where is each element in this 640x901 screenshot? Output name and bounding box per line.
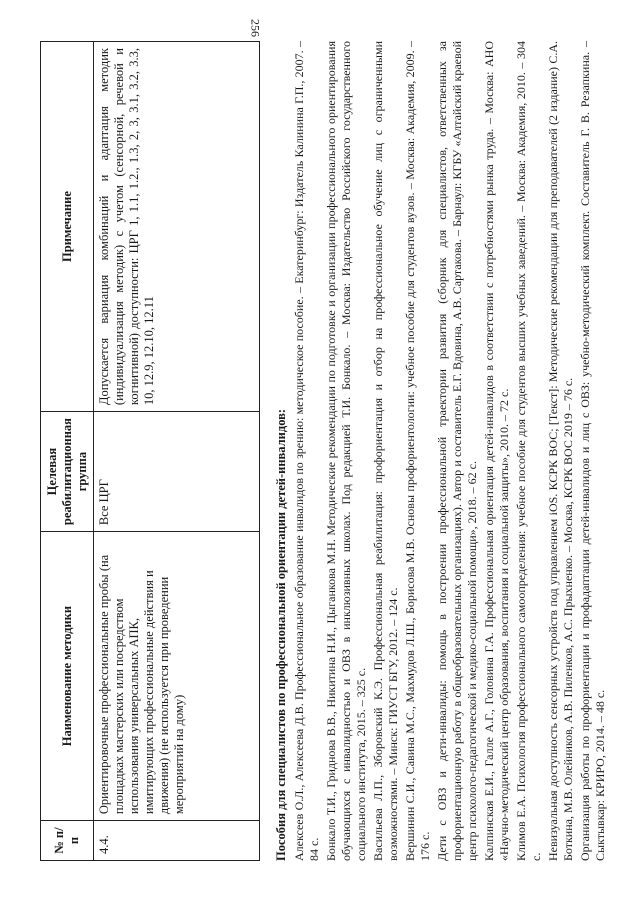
table-header-row xyxy=(41,42,94,861)
rotated-page-content xyxy=(40,41,607,861)
reference-item: Дети с ОВЗ и дети-инвалиды: помощь в построении профессиональной траектории развития (сборник для специалистов, ответственных за профориентационную работу в общеобразовательных организациях). Автор и составитель Е.Г. Вдовина, А.В. Сартакова. – Барнаул: КГБУ «Алтайский краевой центр психолого-педагогической и медико-социальной помощи», 2018. – 62 с. xyxy=(435,41,479,861)
row-target-group: Все ЦРГ xyxy=(94,412,260,532)
reference-item: Алексеев О.Л., Алексеева Д.В. Профессиональное образование инвалидов по зрению: методическое пособие. – Екатеринбург: Издатель Калинина Г.П., 2007. – 84 с. xyxy=(292,41,321,861)
header-target-group: Целевая реабилитационная группа xyxy=(41,412,94,532)
references-list xyxy=(292,41,610,861)
reference-item: Васильева Л.П., Зборовский К.Э. Профессиональная реабилитация: профориентация и отбор на профессиональное обучение лиц с ограниченными возможностями. – Минск: ГИУСТ БГУ, 2012. – 124 с. xyxy=(371,41,400,861)
table-row xyxy=(94,42,260,861)
reference-item: Невизуальная доступность сенсорных устройств под управлением iOS. КСРК ВОС; [Текст]: Методические рекомендации для преподавателей (2 издание) С.А. Боткина, М.В. Олейников, А.В. Пиленков, А.С. Прыхненко. – Москва, КСРК ВОС 2019 – 76 с. xyxy=(546,41,575,861)
page-number: 256 xyxy=(248,19,263,37)
methods-table xyxy=(40,41,260,861)
section-title: Пособия для специалистов по профессиональной ориентации детей-инвалидов: xyxy=(274,408,288,861)
reference-item: Бонкало Т.И., Гриднова В.В., Никитина Н.И., Цыганкова М.Н. Методические рекомендации по подготовке и организации профессионального ориентирования обучающихся с инвалидностью и ОВЗ в инклюзивных школах. Под редакцией Т.И. Бонкало. – Москва: Издательство Российского государственного социального института, 2015. – 325 с. xyxy=(324,41,368,861)
reference-item: Калпинская Е.И., Галле А.Г., Головина Г.А. Профессиональная ориентация детей-инвалидов в соответствии с потребностями рынка труда. – Москва: АНО «Научно-методический центр образования, воспитания и социальной защиты», 2010. – 72 с. xyxy=(482,41,511,861)
reference-item: Организация работы по профориентации и профадаптации детей-инвалидов и лиц с ОВЗ: учебно-методический комплект. Составитель Г. В. Резапкина. – Сыктывкар: КРИРО, 2014. – 48 с. xyxy=(578,41,607,861)
header-method-name: Наименование методики xyxy=(41,532,94,821)
row-num: 4.4. xyxy=(94,821,260,861)
header-note: Примечание xyxy=(41,42,94,412)
row-method-name: Ориентировочные профессиональные пробы (на площадках мастерских или посредством использования универсальных АПК, имитирующих профессиональные действия и движения) (не используется при проведении мероприятий на дому) xyxy=(94,532,260,821)
header-num: № п/п xyxy=(41,821,94,861)
row-note: Допускается вариация комбинаций и адаптация методик (индивидуализация методик) с учетом (сенсорной, речевой и когнитивной) доступности: ЦРГ 1, 1.1, 1.2., 1.3, 2, 3, 3.1, 3.2, 3.3, 10, 12.9, 12.10, 12.11 xyxy=(94,42,260,412)
reference-item: Климов Е.А. Психология профессионального самоопределения: учебное пособие для студентов высших учебных заведений. – Москва: Академия, 2010. – 304 с. xyxy=(514,41,543,861)
reference-item: Вершинин С.И., Савина М.С., Махмудов Л.Ш., Борисова М.В. Основы профориентологии: учебное пособие для студентов вузов. – Москва: Академия, 2009. – 176 с. xyxy=(403,41,432,861)
